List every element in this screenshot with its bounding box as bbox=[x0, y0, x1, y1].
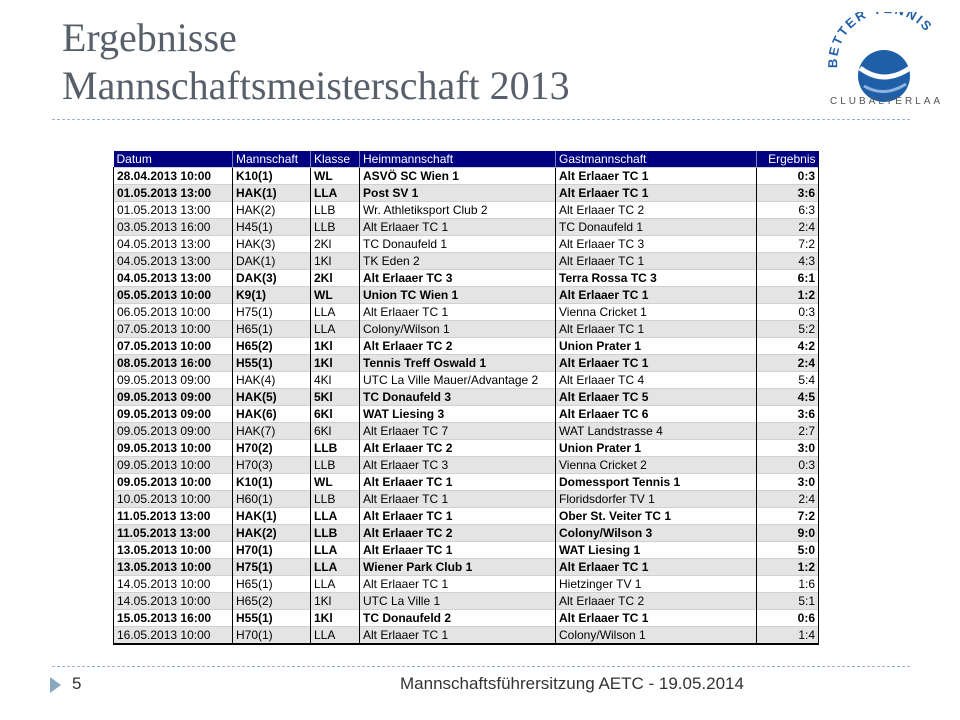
cell-ergebnis: 4:3 bbox=[757, 253, 819, 270]
cell-ergebnis: 2:4 bbox=[757, 491, 819, 508]
cell-gastmannschaft: Alt Erlaaer TC 1 bbox=[556, 321, 757, 338]
cell-heimmannschaft: UTC La Ville 1 bbox=[360, 593, 556, 610]
cell-heimmannschaft: Alt Erlaaer TC 2 bbox=[360, 525, 556, 542]
cell-mannschaft: H65(2) bbox=[233, 593, 311, 610]
slide-title bbox=[62, 14, 782, 110]
cell-datum: 09.05.2013 10:00 bbox=[114, 440, 233, 457]
cell-klasse: LLB bbox=[311, 525, 360, 542]
cell-mannschaft: HAK(7) bbox=[233, 423, 311, 440]
cell-mannschaft: H70(1) bbox=[233, 542, 311, 559]
cell-datum: 07.05.2013 10:00 bbox=[114, 321, 233, 338]
cell-ergebnis: 1:2 bbox=[757, 559, 819, 576]
cell-ergebnis: 4:5 bbox=[757, 389, 819, 406]
cell-mannschaft: H65(1) bbox=[233, 576, 311, 593]
table-row bbox=[114, 338, 819, 355]
cell-ergebnis: 0:3 bbox=[757, 457, 819, 474]
cell-heimmannschaft: Alt Erlaaer TC 3 bbox=[360, 457, 556, 474]
cell-gastmannschaft: Alt Erlaaer TC 2 bbox=[556, 202, 757, 219]
cell-ergebnis: 5:4 bbox=[757, 372, 819, 389]
club-logo bbox=[824, 12, 942, 112]
cell-klasse: 2Kl bbox=[311, 236, 360, 253]
cell-mannschaft: HAK(5) bbox=[233, 389, 311, 406]
cell-mannschaft: HAK(6) bbox=[233, 406, 311, 423]
cell-ergebnis: 1:4 bbox=[757, 627, 819, 645]
cell-mannschaft: K10(1) bbox=[233, 474, 311, 491]
cell-klasse: LLB bbox=[311, 457, 360, 474]
cell-datum: 11.05.2013 13:00 bbox=[114, 508, 233, 525]
cell-mannschaft: HAK(1) bbox=[233, 508, 311, 525]
table-row bbox=[114, 474, 819, 491]
cell-heimmannschaft: Alt Erlaaer TC 1 bbox=[360, 474, 556, 491]
cell-datum: 09.05.2013 09:00 bbox=[114, 406, 233, 423]
cell-gastmannschaft: WAT Liesing 1 bbox=[556, 542, 757, 559]
cell-mannschaft: H45(1) bbox=[233, 219, 311, 236]
title-divider bbox=[52, 119, 910, 120]
cell-mannschaft: H65(1) bbox=[233, 321, 311, 338]
cell-heimmannschaft: Alt Erlaaer TC 2 bbox=[360, 338, 556, 355]
table-row bbox=[114, 423, 819, 440]
slide-title-line-2: Mannschaftsmeisterschaft 2013 bbox=[62, 63, 570, 108]
cell-ergebnis: 0:3 bbox=[757, 304, 819, 321]
cell-ergebnis: 3:6 bbox=[757, 406, 819, 423]
cell-heimmannschaft: UTC La Ville Mauer/Advantage 2 bbox=[360, 372, 556, 389]
cell-ergebnis: 4:2 bbox=[757, 338, 819, 355]
cell-datum: 09.05.2013 10:00 bbox=[114, 474, 233, 491]
cell-mannschaft: HAK(3) bbox=[233, 236, 311, 253]
cell-klasse: LLA bbox=[311, 559, 360, 576]
column-header-ergebnis: Ergebnis bbox=[757, 151, 819, 168]
cell-mannschaft: HAK(2) bbox=[233, 202, 311, 219]
table-row bbox=[114, 270, 819, 287]
cell-klasse: LLB bbox=[311, 440, 360, 457]
cell-datum: 15.05.2013 16:00 bbox=[114, 610, 233, 627]
cell-mannschaft: H60(1) bbox=[233, 491, 311, 508]
cell-gastmannschaft: Alt Erlaaer TC 5 bbox=[556, 389, 757, 406]
cell-gastmannschaft: Vienna Cricket 2 bbox=[556, 457, 757, 474]
cell-ergebnis: 3:6 bbox=[757, 185, 819, 202]
cell-datum: 08.05.2013 16:00 bbox=[114, 355, 233, 372]
cell-klasse: LLB bbox=[311, 202, 360, 219]
cell-klasse: LLA bbox=[311, 304, 360, 321]
column-header-klasse: Klasse bbox=[311, 151, 360, 168]
cell-heimmannschaft: Wr. Athletiksport Club 2 bbox=[360, 202, 556, 219]
table-row bbox=[114, 457, 819, 474]
cell-datum: 09.05.2013 09:00 bbox=[114, 372, 233, 389]
cell-klasse: LLA bbox=[311, 542, 360, 559]
cell-klasse: WL bbox=[311, 287, 360, 304]
table-row bbox=[114, 491, 819, 508]
cell-gastmannschaft: Union Prater 1 bbox=[556, 338, 757, 355]
cell-ergebnis: 5:1 bbox=[757, 593, 819, 610]
cell-gastmannschaft: Alt Erlaaer TC 1 bbox=[556, 610, 757, 627]
cell-datum: 14.05.2013 10:00 bbox=[114, 576, 233, 593]
table-row bbox=[114, 627, 819, 645]
cell-mannschaft: H70(3) bbox=[233, 457, 311, 474]
cell-klasse: LLA bbox=[311, 508, 360, 525]
cell-heimmannschaft: Alt Erlaaer TC 2 bbox=[360, 440, 556, 457]
table-row bbox=[114, 576, 819, 593]
cell-heimmannschaft: TC Donaufeld 1 bbox=[360, 236, 556, 253]
table-row bbox=[114, 372, 819, 389]
cell-ergebnis: 3:0 bbox=[757, 440, 819, 457]
logo-arc-text: BETTER NIS bbox=[825, 12, 936, 69]
table-row bbox=[114, 593, 819, 610]
cell-heimmannschaft: Union TC Wien 1 bbox=[360, 287, 556, 304]
table-row bbox=[114, 219, 819, 236]
cell-gastmannschaft: WAT Landstrasse 4 bbox=[556, 423, 757, 440]
cell-datum: 10.05.2013 10:00 bbox=[114, 491, 233, 508]
cell-gastmannschaft: Colony/Wilson 1 bbox=[556, 627, 757, 645]
cell-mannschaft: H75(1) bbox=[233, 304, 311, 321]
cell-ergebnis: 2:4 bbox=[757, 219, 819, 236]
cell-heimmannschaft: Alt Erlaaer TC 1 bbox=[360, 627, 556, 645]
cell-gastmannschaft: Hietzinger TV 1 bbox=[556, 576, 757, 593]
cell-heimmannschaft: Post SV 1 bbox=[360, 185, 556, 202]
cell-datum: 09.05.2013 09:00 bbox=[114, 389, 233, 406]
cell-ergebnis: 1:6 bbox=[757, 576, 819, 593]
table-row bbox=[114, 287, 819, 304]
cell-mannschaft: HAK(1) bbox=[233, 185, 311, 202]
column-header-datum: Datum bbox=[114, 151, 233, 168]
column-header-mannschaft: Mannschaft bbox=[233, 151, 311, 168]
cell-ergebnis: 3:0 bbox=[757, 474, 819, 491]
cell-datum: 14.05.2013 10:00 bbox=[114, 593, 233, 610]
cell-klasse: LLB bbox=[311, 219, 360, 236]
page-number: 5 bbox=[72, 674, 82, 693]
cell-ergebnis: 2:4 bbox=[757, 355, 819, 372]
cell-heimmannschaft: Alt Erlaaer TC 1 bbox=[360, 491, 556, 508]
cell-gastmannschaft: Domessport Tennis 1 bbox=[556, 474, 757, 491]
table-row bbox=[114, 355, 819, 372]
cell-datum: 07.05.2013 10:00 bbox=[114, 338, 233, 355]
table-row bbox=[114, 321, 819, 338]
cell-klasse: 1Kl bbox=[311, 610, 360, 627]
table-row bbox=[114, 406, 819, 423]
table-row bbox=[114, 304, 819, 321]
cell-heimmannschaft: Alt Erlaaer TC 3 bbox=[360, 270, 556, 287]
cell-gastmannschaft: Terra Rossa TC 3 bbox=[556, 270, 757, 287]
cell-klasse: WL bbox=[311, 474, 360, 491]
cell-heimmannschaft: Alt Erlaaer TC 1 bbox=[360, 576, 556, 593]
cell-ergebnis: 5:2 bbox=[757, 321, 819, 338]
cell-klasse: 5Kl bbox=[311, 389, 360, 406]
cell-heimmannschaft: Alt Erlaaer TC 1 bbox=[360, 219, 556, 236]
cell-klasse: LLA bbox=[311, 185, 360, 202]
cell-gastmannschaft: Floridsdorfer TV 1 bbox=[556, 491, 757, 508]
cell-heimmannschaft: Tennis Treff Oswald 1 bbox=[360, 355, 556, 372]
cell-heimmannschaft: Alt Erlaaer TC 7 bbox=[360, 423, 556, 440]
cell-datum: 11.05.2013 13:00 bbox=[114, 525, 233, 542]
cell-klasse: 1Kl bbox=[311, 593, 360, 610]
cell-datum: 04.05.2013 13:00 bbox=[114, 270, 233, 287]
cell-heimmannschaft: Wiener Park Club 1 bbox=[360, 559, 556, 576]
cell-datum: 28.04.2013 10:00 bbox=[114, 168, 233, 185]
cell-heimmannschaft: ASVÖ SC Wien 1 bbox=[360, 168, 556, 185]
table-row bbox=[114, 559, 819, 576]
cell-ergebnis: 5:0 bbox=[757, 542, 819, 559]
table-header-row bbox=[114, 151, 819, 168]
cell-gastmannschaft: Alt Erlaaer TC 6 bbox=[556, 406, 757, 423]
cell-ergebnis: 1:2 bbox=[757, 287, 819, 304]
cell-datum: 04.05.2013 13:00 bbox=[114, 236, 233, 253]
cell-datum: 04.05.2013 13:00 bbox=[114, 253, 233, 270]
cell-klasse: 1Kl bbox=[311, 253, 360, 270]
cell-datum: 01.05.2013 13:00 bbox=[114, 185, 233, 202]
cell-gastmannschaft: Alt Erlaaer TC 2 bbox=[556, 593, 757, 610]
cell-gastmannschaft: Alt Erlaaer TC 3 bbox=[556, 236, 757, 253]
cell-datum: 01.05.2013 13:00 bbox=[114, 202, 233, 219]
cell-datum: 09.05.2013 10:00 bbox=[114, 457, 233, 474]
cell-datum: 09.05.2013 09:00 bbox=[114, 423, 233, 440]
cell-klasse: LLA bbox=[311, 321, 360, 338]
table-row bbox=[114, 389, 819, 406]
cell-ergebnis: 0:3 bbox=[757, 168, 819, 185]
cell-klasse: 4Kl bbox=[311, 372, 360, 389]
cell-ergebnis: 7:2 bbox=[757, 508, 819, 525]
cell-heimmannschaft: Alt Erlaaer TC 1 bbox=[360, 508, 556, 525]
cell-klasse: WL bbox=[311, 168, 360, 185]
footer-text: Mannschaftsführersitzung AETC - 19.05.2014 bbox=[400, 674, 744, 693]
table-row bbox=[114, 610, 819, 627]
cell-datum: 13.05.2013 10:00 bbox=[114, 542, 233, 559]
cell-mannschaft: DAK(1) bbox=[233, 253, 311, 270]
table-row bbox=[114, 202, 819, 219]
cell-mannschaft: H55(1) bbox=[233, 355, 311, 372]
cell-mannschaft: H70(2) bbox=[233, 440, 311, 457]
cell-datum: 06.05.2013 10:00 bbox=[114, 304, 233, 321]
cell-heimmannschaft: TC Donaufeld 2 bbox=[360, 610, 556, 627]
table-row bbox=[114, 525, 819, 542]
cell-mannschaft: K9(1) bbox=[233, 287, 311, 304]
cell-ergebnis: 6:3 bbox=[757, 202, 819, 219]
cell-heimmannschaft: WAT Liesing 3 bbox=[360, 406, 556, 423]
cell-heimmannschaft: TC Donaufeld 3 bbox=[360, 389, 556, 406]
cell-gastmannschaft: TC Donaufeld 1 bbox=[556, 219, 757, 236]
triangle-bullet-icon bbox=[50, 677, 61, 693]
cell-klasse: 6Kl bbox=[311, 423, 360, 440]
footer-divider bbox=[52, 666, 910, 667]
cell-gastmannschaft: Vienna Cricket 1 bbox=[556, 304, 757, 321]
cell-gastmannschaft: Alt Erlaaer TC 1 bbox=[556, 185, 757, 202]
cell-gastmannschaft: Alt Erlaaer TC 1 bbox=[556, 559, 757, 576]
cell-heimmannschaft: Alt Erlaaer TC 1 bbox=[360, 542, 556, 559]
table-row bbox=[114, 440, 819, 457]
cell-klasse: LLB bbox=[311, 491, 360, 508]
cell-mannschaft: HAK(2) bbox=[233, 525, 311, 542]
cell-ergebnis: 7:2 bbox=[757, 236, 819, 253]
cell-mannschaft: HAK(4) bbox=[233, 372, 311, 389]
cell-gastmannschaft: Alt Erlaaer TC 1 bbox=[556, 253, 757, 270]
cell-klasse: 2Kl bbox=[311, 270, 360, 287]
cell-klasse: LLA bbox=[311, 576, 360, 593]
cell-datum: 16.05.2013 10:00 bbox=[114, 627, 233, 645]
slide-title-line-1: Ergebnisse bbox=[62, 15, 237, 60]
table-row bbox=[114, 168, 819, 185]
cell-ergebnis: 2:7 bbox=[757, 423, 819, 440]
cell-klasse: 1Kl bbox=[311, 338, 360, 355]
cell-datum: 03.05.2013 16:00 bbox=[114, 219, 233, 236]
cell-mannschaft: H70(1) bbox=[233, 627, 311, 645]
cell-klasse: 1Kl bbox=[311, 355, 360, 372]
table-row bbox=[114, 542, 819, 559]
cell-mannschaft: DAK(3) bbox=[233, 270, 311, 287]
column-header-gastmannschaft: Gastmannschaft bbox=[556, 151, 757, 168]
cell-gastmannschaft: Alt Erlaaer TC 1 bbox=[556, 287, 757, 304]
table-row bbox=[114, 508, 819, 525]
logo-bottom-text: CLUBALTERLAA bbox=[830, 96, 944, 107]
cell-heimmannschaft: TK Eden 2 bbox=[360, 253, 556, 270]
cell-ergebnis: 9:0 bbox=[757, 525, 819, 542]
table-row bbox=[114, 236, 819, 253]
cell-heimmannschaft: Alt Erlaaer TC 1 bbox=[360, 304, 556, 321]
cell-datum: 05.05.2013 10:00 bbox=[114, 287, 233, 304]
cell-klasse: LLA bbox=[311, 627, 360, 645]
results-table-body bbox=[114, 168, 819, 645]
cell-gastmannschaft: Alt Erlaaer TC 1 bbox=[556, 168, 757, 185]
cell-heimmannschaft: Colony/Wilson 1 bbox=[360, 321, 556, 338]
cell-datum: 13.05.2013 10:00 bbox=[114, 559, 233, 576]
cell-ergebnis: 0:6 bbox=[757, 610, 819, 627]
cell-gastmannschaft: Alt Erlaaer TC 4 bbox=[556, 372, 757, 389]
cell-gastmannschaft: Colony/Wilson 3 bbox=[556, 525, 757, 542]
cell-klasse: 6Kl bbox=[311, 406, 360, 423]
table-row bbox=[114, 185, 819, 202]
column-header-heimmannschaft: Heimmannschaft bbox=[360, 151, 556, 168]
cell-mannschaft: H65(2) bbox=[233, 338, 311, 355]
cell-gastmannschaft: Alt Erlaaer TC 1 bbox=[556, 355, 757, 372]
cell-gastmannschaft: Ober St. Veiter TC 1 bbox=[556, 508, 757, 525]
cell-mannschaft: H55(1) bbox=[233, 610, 311, 627]
cell-mannschaft: H75(1) bbox=[233, 559, 311, 576]
cell-gastmannschaft: Union Prater 1 bbox=[556, 440, 757, 457]
cell-ergebnis: 6:1 bbox=[757, 270, 819, 287]
cell-mannschaft: K10(1) bbox=[233, 168, 311, 185]
table-row bbox=[114, 253, 819, 270]
results-table bbox=[113, 151, 819, 645]
